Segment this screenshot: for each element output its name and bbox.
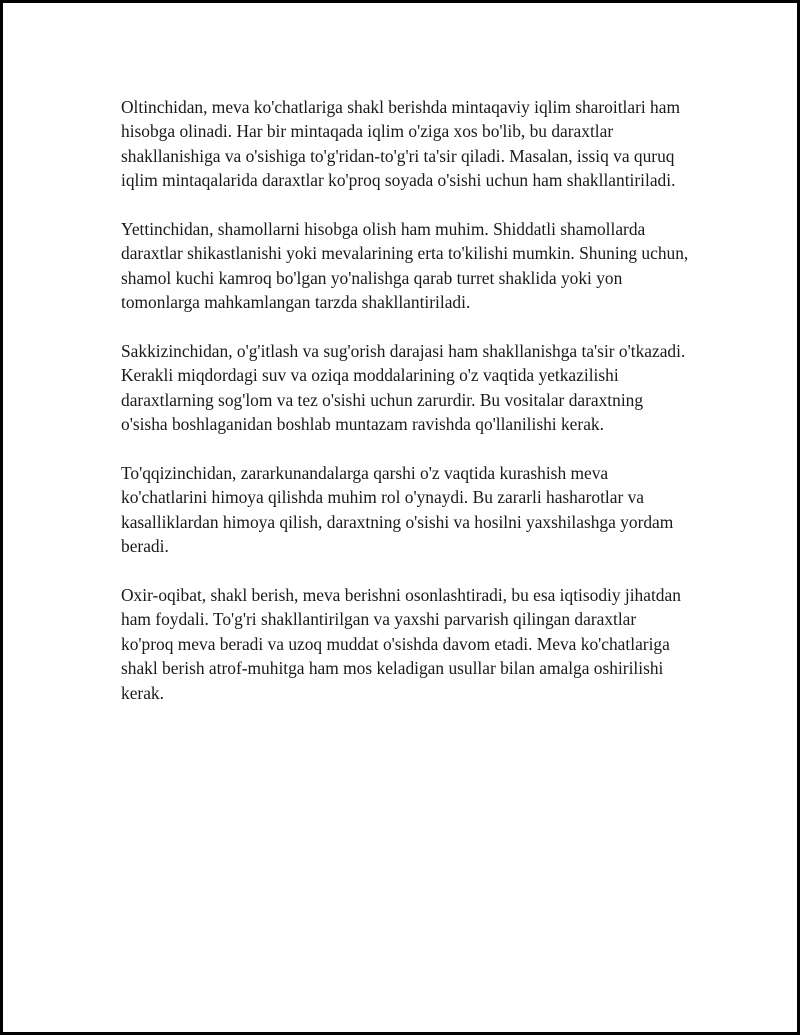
paragraph-5: Oxir-oqibat, shakl berish, meva berishni osonlashtiradi, bu esa iqtisodiy jihatdan ham foydali. To'g'ri shakllantirilgan va yaxshi parvarish qilingan daraxtlar ko'proq meva beradi va uzoq muddat o'sishda davom etadi. Meva ko'chatlariga shakl berish atrof-muhitga ham mos keladigan usullar bilan amalga oshirilishi kerak.	[121, 585, 681, 703]
document-body	[121, 95, 691, 729]
paragraph-4: To'qqizinchidan, zararkunandalarga qarshi o'z vaqtida kurashish meva ko'chatlarini himoya qilishda muhim rol o'ynaydi. Bu zararli hasharotlar va kasalliklardan himoya qilish, daraxtning o'sishi va hosilni yaxshilashga yordam beradi.	[121, 463, 674, 557]
paragraph-2: Yettinchidan, shamollarni hisobga olish ham muhim. Shiddatli shamollarda daraxtlar shikastlanishi yoki mevalarining erta to'kilishi mumkin. Shuning uchun, shamol kuchi kamroq bo'lgan yo'nalishga qarab turret shaklida yoki yon tomonlarga mahkamlangan tarzda shakllantiriladi.	[121, 219, 689, 313]
paragraph-1: Oltinchidan, meva ko'chatlariga shakl berishda mintaqaviy iqlim sharoitlari ham hisobga olinadi. Har bir mintaqada iqlim o'ziga xos bo'lib, bu daraxtlar shakllanishiga va o'sishiga to'g'ridan-to'g'ri ta'sir qiladi. Masalan, issiq va quruq iqlim mintaqalarida daraxtlar ko'proq soyada o'sishi uchun ham shakllantiriladi.	[121, 97, 680, 191]
paragraph-3: Sakkizinchidan, o'g'itlash va sug'orish darajasi ham shakllanishga ta'sir o'tkazadi. Kerakli miqdordagi suv va oziqa moddalarining o'z vaqtida yetkazilishi daraxtlarning sog'lom va tez o'sishi uchun zarurdir. Bu vositalar daraxtning o'sisha boshlaganidan boshlab muntazam ravishda qo'llanilishi kerak.	[121, 341, 686, 435]
